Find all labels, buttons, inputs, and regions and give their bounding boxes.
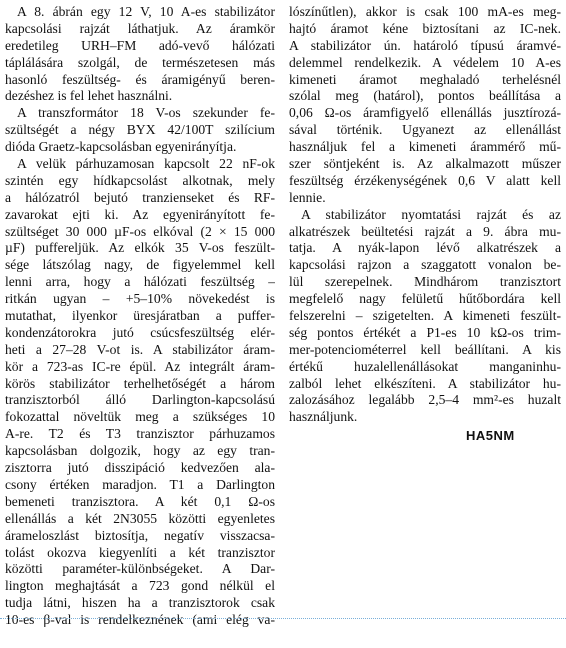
text-line: felszerelni – szigetelten. A kimeneti feszült- bbox=[289, 308, 561, 324]
text-line: alkatrészek beültetési rajzát a 9. ábra mu- bbox=[289, 223, 561, 239]
text-line: A stabilizátor nyomtatási rajzát és az bbox=[301, 206, 561, 222]
text-line: lül szerepelnek. Mindhárom tranzisztort bbox=[289, 274, 561, 290]
text-line: körös stabilizátor terhelhetőségét a három bbox=[5, 375, 275, 391]
text-line: A transzformátor 18 V-os szekunder fe- bbox=[17, 105, 275, 121]
text-line: tolást okozva kiegyenlíti a két tranzisztor bbox=[5, 544, 275, 560]
text-line: csony értéken maradjon. T1 a Darlington bbox=[5, 476, 275, 492]
text-line: szültségét a négy BYX 42/100T szilícium bbox=[5, 122, 275, 138]
text-line: lószínűtlen), akkor is csak 100 mA-es meg- bbox=[289, 4, 561, 19]
text-line: hasonló feszültség- és áramigényű beren- bbox=[5, 71, 275, 87]
article-column-left bbox=[5, 4, 275, 629]
text-line: feszültség érzékenységének 0,6 V alatt kell bbox=[289, 172, 561, 188]
text-line: táplálására szolgál, de természetesen más bbox=[5, 54, 275, 70]
text-line: zalozásához legalább 2,5–4 mm²-es huzalt bbox=[289, 392, 561, 408]
text-line: ség pontos értékét a P1-es 10 kΩ-os trim- bbox=[289, 324, 561, 340]
page-edge-divider bbox=[0, 618, 566, 619]
text-line: heti a 27–28 V-ot is. A stabilizátor áram- bbox=[5, 341, 275, 357]
author-signature: HA5NM bbox=[466, 428, 515, 443]
text-line: mutathat, ilyenkor üresjáratban a puffer- bbox=[5, 308, 275, 324]
text-line: közötti paraméter-különbségeket. A Dar- bbox=[5, 561, 275, 577]
text-line: kapcsolási rajzon a szaggatott vonalon be- bbox=[289, 257, 561, 273]
text-line: megfelelő nagy felületű hűtőbordára kell bbox=[289, 291, 561, 307]
text-line: A-re. T2 és T3 tranzisztor párhuzamos bbox=[5, 426, 275, 442]
text-line: tudja látni, hiszen ha a tranzisztorok csak bbox=[5, 595, 275, 611]
text-line: sával történik. Ugyanezt az ellenállást bbox=[289, 122, 561, 138]
text-line: lennie. bbox=[289, 189, 326, 205]
text-line: kapcsolási rajzát láthatjuk. Az áramkör bbox=[5, 20, 275, 36]
text-line: A 8. ábrán egy 12 V, 10 A-es stabilizátor bbox=[17, 4, 275, 19]
text-line: szintén egy hídkapcsolást alkotnak, mely bbox=[5, 172, 275, 188]
text-line: szültséget 30 000 µF-os elkóval (2 × 15 000 bbox=[5, 223, 275, 239]
text-line: kör a 723-as IC-re épül. Az integrált áram- bbox=[5, 358, 275, 374]
text-line: értékű huzalellenállásokat manganinhu- bbox=[289, 358, 561, 374]
text-line: zisztorra jutó disszipáció kedvezően ala- bbox=[5, 460, 275, 476]
text-line: ritkán ugyan – +5–10% növekedést is bbox=[5, 291, 275, 307]
text-line: 10-es β-val is rendelkeznének (ami elég va- bbox=[5, 612, 275, 628]
text-line: kimeneti áramot meghaladó terhelésnél bbox=[289, 71, 561, 87]
text-line: használjunk. bbox=[289, 409, 358, 425]
text-line: mer-potenciométerrel kell beállítani. A kis bbox=[289, 341, 561, 357]
text-line: kapcsolásban dolgozik, hogy az egy tran- bbox=[5, 443, 275, 459]
text-line: ellenállás a két 2N3055 közötti egyenletes bbox=[5, 510, 275, 526]
text-line: használjuk fel a kimeneti árammérő mű- bbox=[289, 139, 561, 155]
text-line: kondenzátorokra jutó csúcsfeszültség elér- bbox=[5, 324, 275, 340]
text-line: zavarokat ejti ki. Az egyenirányított fe- bbox=[5, 206, 275, 222]
text-line: eredetileg URH–FM adó-vevő hálózati bbox=[5, 37, 275, 53]
text-line: 0,06 Ω-os áramfigyelő ellenállás jusztírozá- bbox=[289, 105, 561, 121]
text-line: tatja. A nyák-lapon lévő alkatrészek a bbox=[289, 240, 561, 256]
text-line: bemeneti tranzisztora. A két 0,1 Ω-os bbox=[5, 493, 275, 509]
text-line: zalból lehet elkészíteni. A stabilizátor hu- bbox=[289, 375, 561, 391]
text-line: dióda Graetz-kapcsolásban egyenirányítja. bbox=[5, 139, 237, 155]
text-line: szer söntjeként is. Az alkalmazott műszer bbox=[289, 156, 561, 172]
text-line: a hálózatról bejutó tranzienseket és RF- bbox=[5, 189, 275, 205]
text-line: árameloszlást biztosítja, negatív visszacsa- bbox=[5, 527, 275, 543]
text-line: szólal meg (határol), pontos beállítása a bbox=[289, 88, 561, 104]
text-line: lington meghajtását a 723 gond nélkül el bbox=[5, 578, 275, 594]
text-line: µF) puffereljük. Az elkók 35 V-os feszült- bbox=[5, 240, 275, 256]
article-column-right bbox=[289, 4, 561, 426]
text-line: A velük párhuzamosan kapcsolt 22 nF-ok bbox=[17, 156, 275, 172]
text-line: dezéshez is fel lehet használni. bbox=[5, 88, 173, 104]
text-line: tranzisztorból álló Darlington-kapcsolású bbox=[5, 392, 275, 408]
text-line: hajtó áramot kéne biztosítani az IC-nek. bbox=[289, 20, 561, 36]
text-line: A stabilizátor ún. határoló típusú áramvé- bbox=[289, 37, 561, 53]
text-line: delemmel rendelkezik. A védelem 10 A-es bbox=[289, 54, 561, 70]
text-line: lenni arra, hogy a hálózati feszültség – bbox=[5, 274, 275, 290]
text-line: fokozattal növeltük meg a szükséges 10 bbox=[5, 409, 275, 425]
text-line: sége látszólag nagy, de figyelemmel kell bbox=[5, 257, 275, 273]
